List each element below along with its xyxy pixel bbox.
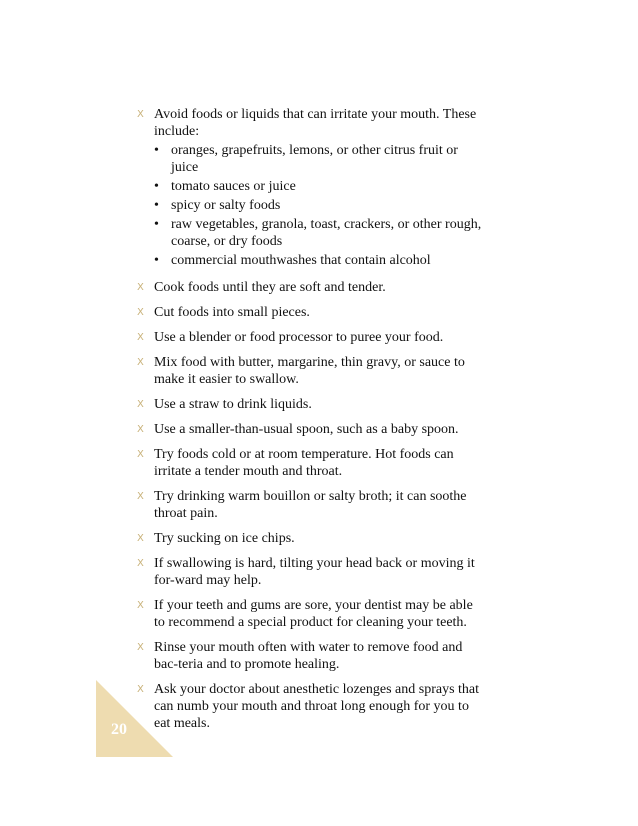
list-item-body <box>154 446 482 480</box>
list-item-body <box>154 555 482 589</box>
x-marker-icon: X <box>137 684 144 695</box>
corner-triangle-shape <box>96 680 173 757</box>
list-item-text: Try sucking on ice chips. <box>154 531 295 546</box>
list-item <box>137 530 482 547</box>
list-item-text: If your teeth and gums are sore, your dentist may be able to recommend a special product for cleaning your teeth. <box>154 598 473 630</box>
x-marker-icon: X <box>137 558 144 569</box>
list-item-text: Try drinking warm bouillon or salty broth; it can soothe throat pain. <box>154 489 467 521</box>
x-marker-icon: X <box>137 109 144 120</box>
list-item-text: Cook foods until they are soft and tender. <box>154 280 386 295</box>
list-item-body <box>154 639 482 673</box>
list-item-body <box>154 421 482 438</box>
sub-list-item-text: spicy or salty foods <box>171 198 281 213</box>
sub-list-item-text: oranges, grapefruits, lemons, or other citrus fruit or juice <box>171 143 458 175</box>
bullet-icon: • <box>154 198 159 213</box>
list-item-body <box>154 106 482 271</box>
list-item-text: Cut foods into small pieces. <box>154 305 310 320</box>
x-marker-icon: X <box>137 491 144 502</box>
sub-list-item <box>154 252 482 269</box>
list-item-body <box>154 681 482 732</box>
x-marker-icon: X <box>137 600 144 611</box>
sub-list-item <box>154 197 482 214</box>
list-item-body <box>154 396 482 413</box>
x-marker-icon: X <box>137 449 144 460</box>
list-item <box>137 446 482 480</box>
list-item <box>137 106 482 271</box>
list-item <box>137 396 482 413</box>
bullet-icon: • <box>154 143 159 158</box>
list-item <box>137 488 482 522</box>
list-item <box>137 639 482 673</box>
list-item <box>137 329 482 346</box>
list-item-text: Rinse your mouth often with water to remove food and bac-teria and to promote healing. <box>154 640 463 672</box>
bullet-icon: • <box>154 179 159 194</box>
x-marker-icon: X <box>137 282 144 293</box>
list-item-body <box>154 488 482 522</box>
list-item-text: Ask your doctor about anesthetic lozenges and sprays that can numb your mouth and throat long enough for you to eat meals. <box>154 682 480 731</box>
list-item <box>137 681 482 732</box>
sub-list <box>154 142 482 269</box>
sub-list-item-text: commercial mouthwashes that contain alcohol <box>171 253 431 268</box>
x-marker-icon: X <box>137 399 144 410</box>
list-item <box>137 279 482 296</box>
list-item-text: Avoid foods or liquids that can irritate your mouth. These include: <box>154 107 477 139</box>
sub-list-item <box>154 216 482 250</box>
list-item-body <box>154 530 482 547</box>
x-marker-icon: X <box>137 332 144 343</box>
list-item-body <box>154 354 482 388</box>
list-item-body <box>154 329 482 346</box>
list-item-text: Try foods cold or at room temperature. Hot foods can irritate a tender mouth and throat. <box>154 447 454 479</box>
page-corner-triangle <box>96 680 173 757</box>
list-item <box>137 421 482 438</box>
x-marker-icon: X <box>137 533 144 544</box>
list-item-body <box>154 304 482 321</box>
sub-list-item-text: raw vegetables, granola, toast, crackers, or other rough, coarse, or dry foods <box>171 217 482 249</box>
x-marker-icon: X <box>137 357 144 368</box>
sub-list-item <box>154 142 482 176</box>
x-marker-icon: X <box>137 424 144 435</box>
list-item-text: Use a smaller-than-usual spoon, such as a baby spoon. <box>154 422 459 437</box>
x-marker-icon: X <box>137 642 144 653</box>
list-item <box>137 354 482 388</box>
x-marker-icon: X <box>137 307 144 318</box>
list-item <box>137 304 482 321</box>
list-item-text: If swallowing is hard, tilting your head back or moving it for-ward may help. <box>154 556 475 588</box>
list-item-body <box>154 597 482 631</box>
sub-list-item-text: tomato sauces or juice <box>171 179 296 194</box>
list-item-text: Use a blender or food processor to puree your food. <box>154 330 444 345</box>
list-item <box>137 597 482 631</box>
sub-list-item <box>154 178 482 195</box>
list-item-body <box>154 279 482 296</box>
page-number: 20 <box>111 721 127 738</box>
tips-list <box>137 106 482 740</box>
list-item <box>137 555 482 589</box>
bullet-icon: • <box>154 253 159 268</box>
bullet-icon: • <box>154 217 159 232</box>
list-item-text: Mix food with butter, margarine, thin gravy, or sauce to make it easier to swallow. <box>154 355 465 387</box>
list-item-text: Use a straw to drink liquids. <box>154 397 312 412</box>
